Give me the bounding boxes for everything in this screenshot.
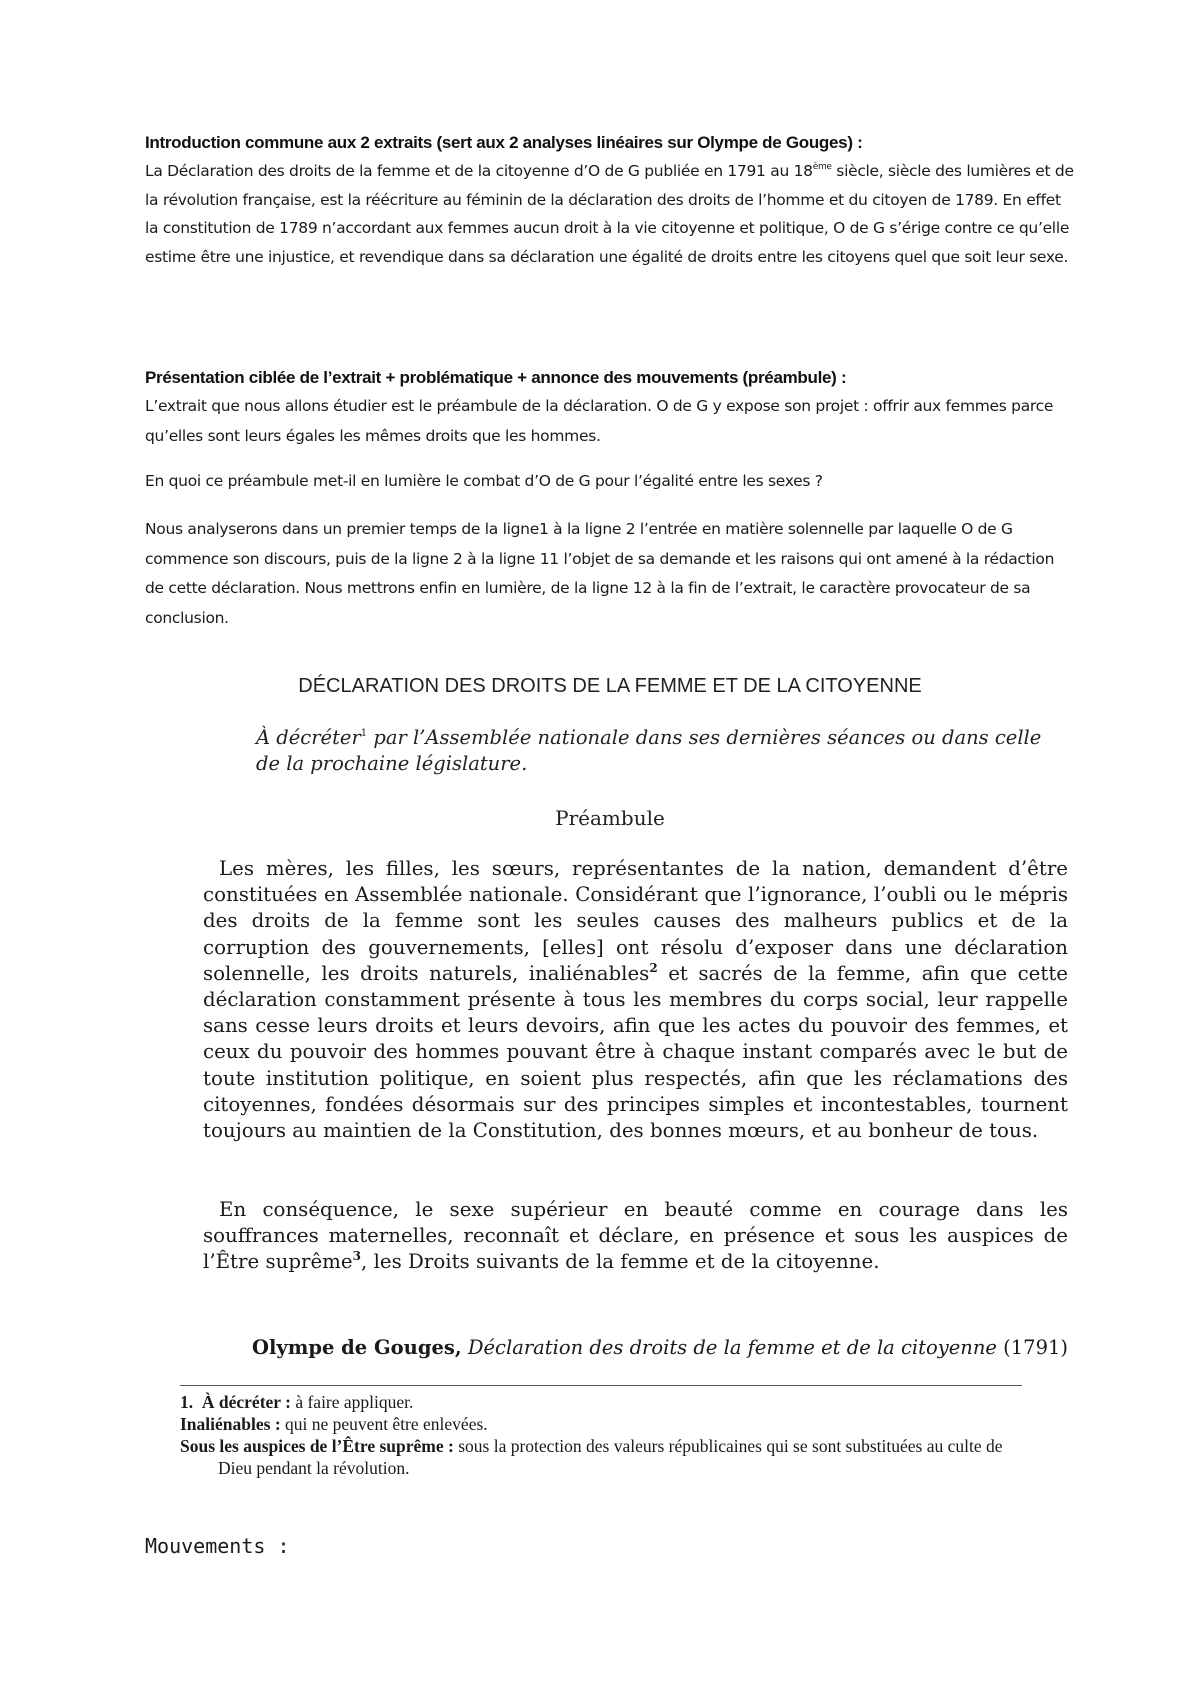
declaration-title: DÉCLARATION DES DROITS DE LA FEMME ET DE LA CITOYENNE [298, 675, 922, 697]
intro-heading: Introduction commune aux 2 extraits (sert aux 2 analyses linéaires sur Olympe de Gouges) : [145, 133, 863, 152]
source-citation: Olympe de Gouges, Déclaration des droits de la femme et de la citoyenne (1791) [251, 1336, 1068, 1359]
footnote-1: 1. À décréter : à faire appliquer. [180, 1392, 414, 1412]
presentation-paragraph: L’extrait que nous allons étudier est le préambule de la déclaration. O de G y expose son projet : offrir aux femmes parce qu’elles sont leurs égales les mêmes droits que les hommes. [145, 397, 1054, 445]
preambule-paragraph-1: Les mères, les filles, les sœurs, représentantes de la nation, demandent d’être constituées en Assemblée nationale. Considérant que l’ignorance, l’oubli ou le mépris des droits de la femme sont les seules causes des malheurs publics et de la corruption des gouvernements, [elles] ont résolu d’exposer dans une déclaration solennelle, les droits naturels, inaliénables$^2$ et sacrés de la femme, afin que cette déclaration constamment présente à tous les membres du corps social, leur rappelle sans cesse leurs droits et leurs devoirs, afin que les actes du pouvoir des femmes, et ceux du pouvoir des hommes pouvant être à chaque instant comparés avec le but de toute institution politique, en soient plus respectés, afin que les réclamations des citoyennes, fondées désormais sur des principes simples et incontestables, tournent toujours au maintien de la Constitution, des bonnes mœurs, et au bonheur de tous. [203, 857, 1068, 1143]
preambule-paragraph-2: En conséquence, le sexe supérieur en beauté comme en courage dans les souffrances maternelles, reconnaît et déclare, en présence et sous les auspices de l’Être suprême$^3$, les Droits suivants de la femme et de la citoyenne. [203, 1198, 1068, 1274]
mouvements-heading: Mouvements : [145, 1534, 290, 1558]
footnote-2: Inaliénables : qui ne peuvent être enlevées. [180, 1414, 488, 1434]
presentation-heading: Présentation ciblée de l’extrait + problématique + annonce des mouvements (préambule) : [145, 368, 847, 387]
footnote-3: Sous les auspices de l’Être suprême : sous la protection des valeurs républicaines qui se sont substituées au culte de Dieu pendant la révolution. [180, 1436, 1003, 1478]
problematique: En quoi ce préambule met-il en lumière le combat d’O de G pour l’égalité entre les sexes ? [145, 472, 823, 490]
preambule-title: Préambule [555, 806, 665, 830]
footnotes [180, 1391, 1040, 1479]
annonce-mouvements: Nous analyserons dans un premier temps de la ligne1 à la ligne 2 l’entrée en matière solennelle par laquelle O de G commence son discours, puis de la ligne 2 à la ligne 11 l’objet de sa demande et les raisons qui ont amené à la rédaction de cette déclaration. Nous mettrons enfin en lumière, de la ligne 12 à la fin de l’extrait, le caractère provocateur de sa conclusion. [145, 520, 1055, 628]
intro-paragraph: La Déclaration des droits de la femme et de la citoyenne d’O de G publiée en 1791 au 18ème siècle, siècle des lumières et de la révolution française, est la réécriture au féminin de la déclaration des droits de l’homme et du citoyen de 1789. En effet la constitution de 1789 n’accordant aux femmes aucun droit à la vie citoyenne et politique, O de G s’érige contre ce qu’elle estime être une injustice, et revendique dans sa déclaration une égalité de droits entre les citoyens quel que soit leur sexe. [145, 162, 1074, 266]
footnote-divider [180, 1385, 1022, 1386]
declaration-subtitle: À décréter$^1$ par l’Assemblée nationale dans ses dernières séances ou dans celle de la prochaine législature. [256, 726, 1042, 775]
